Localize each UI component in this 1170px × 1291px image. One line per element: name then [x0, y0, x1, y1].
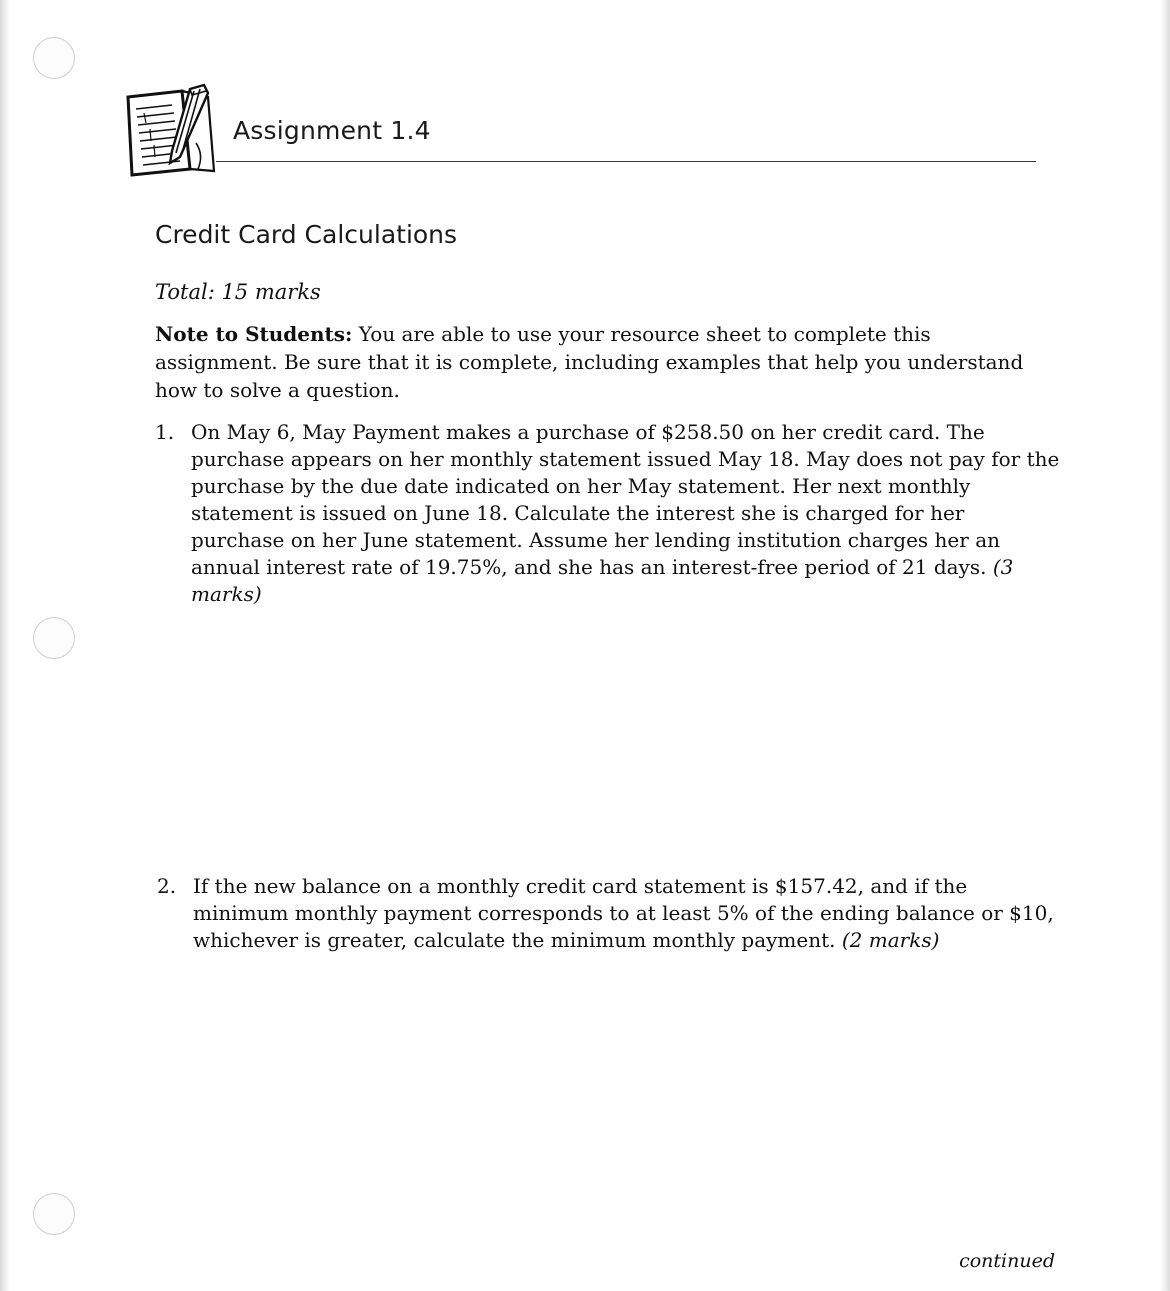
question-marks: (3 marks) [191, 555, 1014, 606]
question-marks: (2 marks) [841, 928, 940, 952]
note-text: You are able to use your resource sheet to complete this assignment. Be sure that it is complete, including examples that help you understand how to solve a question. [155, 322, 1024, 402]
note-label: Note to Students: [155, 322, 353, 346]
binder-hole [33, 37, 75, 79]
continued-label: continued [959, 1250, 1055, 1272]
note-to-students [155, 320, 1035, 404]
question-text: On May 6, May Payment makes a purchase of $258.50 on her credit card. The purchase appears on her monthly statement issued May 18. May does not pay for the purchase by the due date indicated on her May statement. Her next monthly statement is issued on June 18. Calculate the interest she is charged for her purchase on her June statement. Assume her lending institution charges her an annual interest rate of 19.75%, and she has an interest-free period of 21 days. [191, 420, 1060, 579]
question-number: 1. [155, 420, 175, 444]
header-divider [216, 161, 1036, 162]
question-1 [155, 419, 1061, 608]
question-2 [157, 873, 1063, 954]
binder-hole [33, 1193, 75, 1235]
page-edge-right [1160, 0, 1170, 1291]
notebook-pencil-icon [124, 83, 220, 181]
question-text: If the new balance on a monthly credit card statement is $157.42, and if the minimum monthly payment corresponds to at least 5% of the ending balance or $10, whichever is greater, calculate the minimum monthly payment. [193, 874, 1054, 952]
question-number: 2. [157, 874, 177, 898]
total-marks: Total: 15 marks [155, 280, 321, 304]
page-edge-left [0, 0, 10, 1291]
assignment-title: Assignment 1.4 [233, 116, 431, 145]
section-title: Credit Card Calculations [155, 220, 458, 249]
binder-hole [33, 617, 75, 659]
